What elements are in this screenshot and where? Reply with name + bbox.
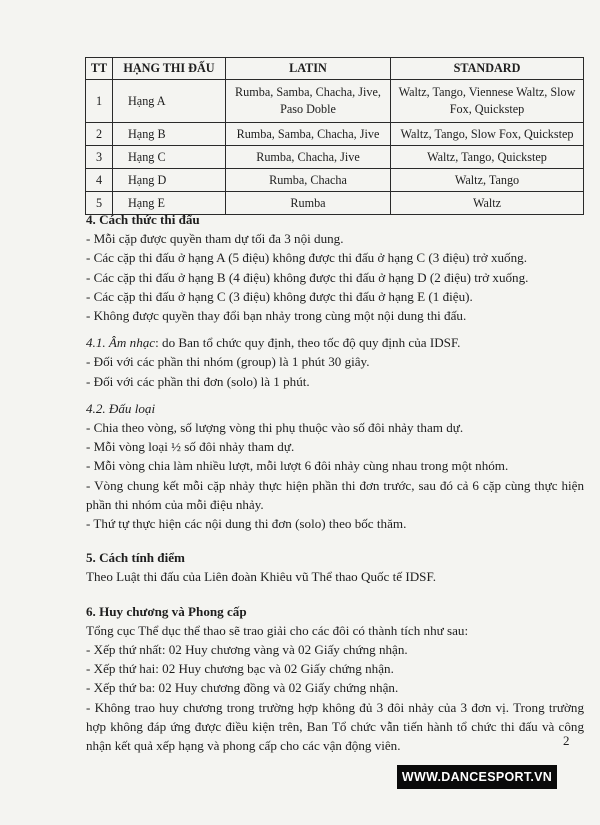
cell-tt: 3 — [86, 146, 113, 169]
cell-latin: Rumba, Samba, Chacha, Jive — [226, 123, 391, 146]
header-tt: TT — [86, 58, 113, 80]
list-item: - Các cặp thi đấu ở hạng C (3 điệu) không được thi đấu ở hạng E (1 điệu). — [86, 288, 473, 304]
cell-standard: Waltz, Tango, Viennese Waltz, Slow Fox, Quickstep — [391, 80, 584, 123]
header-hang: HẠNG THI ĐẤU — [113, 58, 226, 80]
cell-latin: Rumba — [226, 192, 391, 215]
music-text: : do Ban tổ chức quy định, theo tốc độ quy định của IDSF. — [155, 335, 461, 351]
list-item: - Xếp thứ nhất: 02 Huy chương vàng và 02 Giấy chứng nhận. — [86, 642, 408, 658]
cell-latin: Rumba, Samba, Chacha, Jive, Paso Doble — [226, 80, 391, 123]
list-item: - Các cặp thi đấu ở hạng A (5 điệu) không được thi đấu ở hạng C (3 điệu) trở xuống. — [86, 250, 527, 266]
cell-standard: Waltz — [391, 192, 584, 215]
list-item: - Không trao huy chương trong trường hợp không đủ 3 đôi nhảy của 3 đơn vị. Trong trường hợp không đáp ứng được điều kiện trên, Ban Tổ chức vẫn tiến hành tổ chức thi đấu và công nhận kết quả xếp hạng và phong cấp cho các vận động viên. — [86, 699, 584, 754]
music-paragraph — [86, 333, 584, 352]
list-item: - Mỗi cặp được quyền tham dự tối đa 3 nội dung. — [86, 231, 344, 247]
cell-tt: 5 — [86, 192, 113, 215]
list-item: - Các cặp thi đấu ở hạng B (4 điệu) không được thi đấu ở hạng D (2 điệu) trở xuống. — [86, 269, 529, 285]
cell-standard: Waltz, Tango — [391, 169, 584, 192]
cell-latin: Rumba, Chacha — [226, 169, 391, 192]
cell-hang: Hạng A — [113, 80, 226, 123]
header-latin: LATIN — [226, 58, 391, 80]
list-item: - Thứ tự thực hiện các nội dung thi đơn (solo) theo bốc thăm. — [86, 516, 407, 532]
list-item: - Xếp thứ ba: 02 Huy chương đồng và 02 Giấy chứng nhận. — [86, 680, 399, 696]
section-6-intro: Tổng cục Thể dục thể thao sẽ trao giải cho các đôi có thành tích như sau: — [86, 622, 469, 638]
list-item: - Mỗi vòng loại ½ số đôi nhảy tham dự. — [86, 439, 295, 455]
section-4-heading: 4. Cách thức thi đấu — [86, 212, 200, 227]
list-item: - Mỗi vòng chia làm nhiều lượt, mỗi lượt 6 đôi nhảy cùng nhau trong một nhóm. — [86, 458, 509, 474]
list-item: - Đối với các phần thi đơn (solo) là 1 phút. — [86, 373, 310, 389]
document-body — [86, 210, 584, 755]
section-5-heading: 5. Cách tính điểm — [86, 550, 185, 566]
list-item: - Chia theo vòng, số lượng vòng thi phụ thuộc vào số đôi nhảy tham dự. — [86, 420, 464, 436]
list-item: - Vòng chung kết mỗi cặp nhảy thực hiện phần thi đơn trước, sau đó cả 6 cặp cùng thực hiện phần thi nhóm của mỗi điệu nhảy. — [86, 477, 584, 512]
cell-hang: Hạng D — [113, 169, 226, 192]
section-5-text: Theo Luật thi đấu của Liên đoàn Khiêu vũ Thể thao Quốc tế IDSF. — [86, 569, 436, 585]
cell-hang: Hạng E — [113, 192, 226, 215]
cell-hang: Hạng C — [113, 146, 226, 169]
music-subheading: 4.1. Âm nhạc — [86, 335, 156, 351]
cell-tt: 1 — [86, 80, 113, 123]
rounds-subheading: 4.2. Đấu loại — [86, 400, 156, 416]
cell-standard: Waltz, Tango, Slow Fox, Quickstep — [391, 123, 584, 146]
cell-latin: Rumba, Chacha, Jive — [226, 146, 391, 169]
list-item: - Xếp thứ hai: 02 Huy chương bạc và 02 Giấy chứng nhận. — [86, 661, 394, 677]
cell-standard: Waltz, Tango, Quickstep — [391, 146, 584, 169]
page-number: 2 — [563, 733, 570, 748]
list-item: - Không được quyền thay đổi bạn nhảy trong cùng một nội dung thi đấu. — [86, 308, 467, 324]
cell-tt: 2 — [86, 123, 113, 146]
table-header-row — [86, 58, 584, 80]
section-6-heading: 6. Huy chương và Phong cấp — [86, 603, 247, 619]
grades-table — [85, 57, 584, 215]
table-row — [86, 169, 584, 192]
table-row — [86, 146, 584, 169]
header-standard: STANDARD — [391, 58, 584, 80]
table-row — [86, 123, 584, 146]
cell-hang: Hạng B — [113, 123, 226, 146]
cell-tt: 4 — [86, 169, 113, 192]
list-item: - Đối với các phần thi nhóm (group) là 1 phút 30 giây. — [86, 354, 370, 370]
table-row — [86, 80, 584, 123]
website-watermark: WWW.DANCESPORT.VN — [397, 765, 557, 789]
